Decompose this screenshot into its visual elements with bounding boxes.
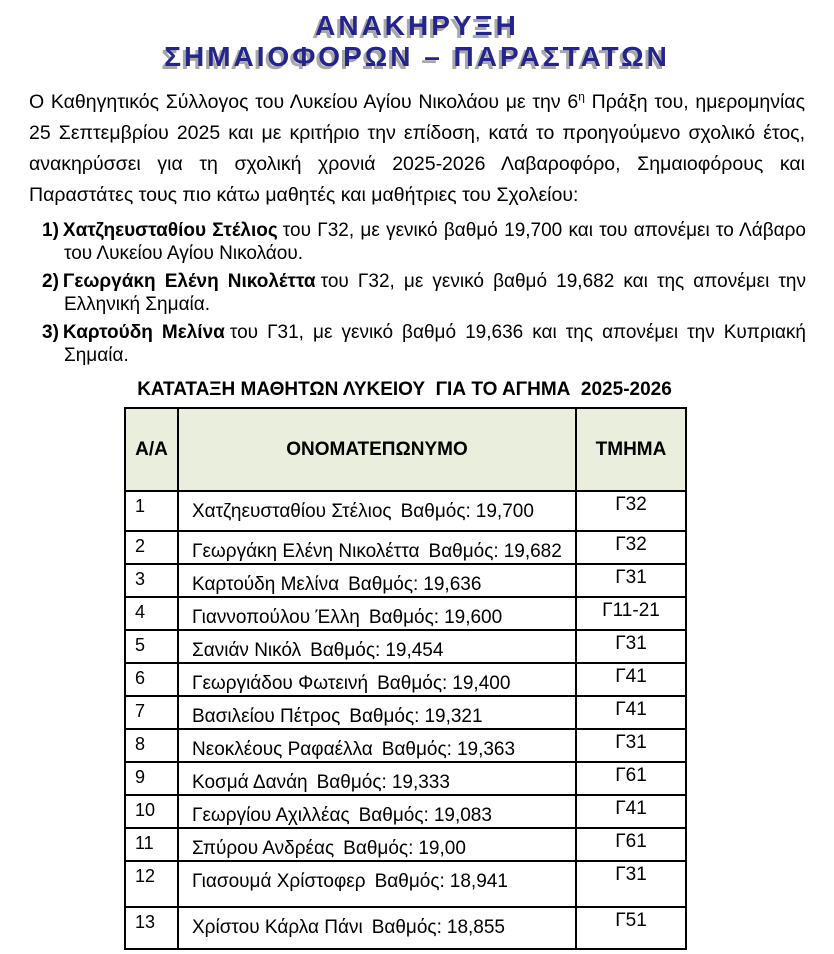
honoree-item-3 bbox=[42, 321, 806, 367]
ranking-table-body bbox=[125, 491, 686, 949]
table-row bbox=[125, 531, 686, 564]
student-cell bbox=[178, 696, 576, 729]
intro-paragraph bbox=[29, 87, 805, 211]
class-section-cell: Γ31 bbox=[576, 729, 686, 762]
table-row bbox=[125, 564, 686, 597]
class-section-cell: Γ11-21 bbox=[576, 597, 686, 630]
grade-label: Βαθμός: bbox=[377, 673, 448, 694]
row-number-cell: 2 bbox=[125, 531, 178, 564]
table-row bbox=[125, 861, 686, 907]
grade-label: Βαθμός: bbox=[428, 541, 499, 562]
grade-value: 19,00 bbox=[418, 838, 466, 859]
document-page bbox=[0, 10, 834, 950]
student-name: Γιασουμά Χρίστοφερ bbox=[192, 871, 366, 892]
honoree-name: Χατζηευσταθίου Στέλιος bbox=[62, 220, 278, 241]
student-name: Βασιλείου Πέτρος bbox=[192, 706, 341, 727]
title-line-1: ΑΝΑΚΗΡΥΞΗ bbox=[315, 10, 519, 41]
row-number-cell: 13 bbox=[125, 907, 178, 949]
student-name: Σανιάν Νικόλ bbox=[192, 640, 302, 661]
row-number-cell: 10 bbox=[125, 795, 178, 828]
student-cell bbox=[178, 795, 576, 828]
class-section-cell: Γ41 bbox=[576, 795, 686, 828]
table-row bbox=[125, 663, 686, 696]
honoree-number: 3) bbox=[42, 322, 59, 343]
grade-value: 19,321 bbox=[424, 706, 483, 727]
row-number-cell: 9 bbox=[125, 762, 178, 795]
student-cell bbox=[178, 861, 576, 907]
student-name: Γεωργίου Αχιλλέας bbox=[192, 805, 350, 826]
row-number-cell: 8 bbox=[125, 729, 178, 762]
grade-label: Βαθμός: bbox=[371, 917, 442, 938]
grade-label: Βαθμός: bbox=[381, 739, 452, 760]
student-cell bbox=[178, 828, 576, 861]
grade-value: 19,700 bbox=[475, 501, 534, 522]
grade-value: 19,600 bbox=[444, 607, 503, 628]
honoree-description: του Γ31, με γενικό βαθμό 19,636 και της απονέμει την Κυπριακή Σημαία. bbox=[64, 322, 806, 366]
student-cell bbox=[178, 762, 576, 795]
grade-label: Βαθμός: bbox=[343, 838, 414, 859]
table-row bbox=[125, 795, 686, 828]
grade-value: 19,363 bbox=[456, 739, 516, 760]
grade-label: Βαθμός: bbox=[358, 805, 429, 826]
class-section-cell: Γ41 bbox=[576, 696, 686, 729]
student-name: Γεωργιάδου Φωτεινή bbox=[192, 673, 369, 694]
row-number-cell: 1 bbox=[125, 491, 178, 531]
honorees-list bbox=[42, 219, 806, 367]
table-row bbox=[125, 491, 686, 531]
grade-value: 19,083 bbox=[433, 805, 492, 826]
table-row bbox=[125, 597, 686, 630]
class-section-cell: Γ31 bbox=[576, 564, 686, 597]
student-cell bbox=[178, 491, 576, 531]
row-number-cell: 5 bbox=[125, 630, 178, 663]
grade-value: 19,333 bbox=[391, 772, 450, 793]
grade-value: 19,682 bbox=[503, 541, 562, 562]
intro-text-before-sup: Ο Καθηγητικός Σύλλογος του Λυκείου Αγίου Νικολάου με την 6 bbox=[29, 91, 579, 113]
grade-label: Βαθμός: bbox=[316, 772, 387, 793]
honoree-item-1 bbox=[42, 219, 806, 265]
class-section-cell: Γ61 bbox=[576, 828, 686, 861]
row-number-cell: 4 bbox=[125, 597, 178, 630]
table-row bbox=[125, 828, 686, 861]
class-section-cell: Γ31 bbox=[576, 630, 686, 663]
student-name: Σπύρου Ανδρέας bbox=[192, 838, 335, 859]
grade-value: 18,855 bbox=[446, 917, 505, 938]
class-section-cell: Γ41 bbox=[576, 663, 686, 696]
honoree-number: 2) bbox=[42, 271, 59, 292]
grade-value: 19,400 bbox=[452, 673, 511, 694]
class-section-cell: Γ51 bbox=[576, 907, 686, 949]
student-name: Κοσμά Δανάη bbox=[192, 772, 308, 793]
student-name: Χρίστου Κάρλα Πάνι bbox=[192, 917, 363, 938]
title-line-2: ΣΗΜΑΙΟΦΟΡΩΝ – ΠΑΡΑΣΤΑΤΩΝ bbox=[164, 41, 670, 72]
student-cell bbox=[178, 630, 576, 663]
student-cell bbox=[178, 907, 576, 949]
student-name: Χατζηευσταθίου Στέλιος bbox=[192, 501, 392, 522]
table-header-row bbox=[125, 408, 686, 491]
student-cell bbox=[178, 564, 576, 597]
honoree-description: του Γ32, με γενικό βαθμό 19,700 και του απονέμει το Λάβαρο του Λυκείου Αγίου Νικολάου. bbox=[64, 220, 806, 264]
document-title bbox=[0, 10, 834, 72]
row-number-cell: 12 bbox=[125, 861, 178, 907]
honoree-name: Γεωργάκη Ελένη Νικολέττα bbox=[62, 271, 316, 292]
student-cell bbox=[178, 729, 576, 762]
grade-label: Βαθμός: bbox=[400, 501, 471, 522]
ordinal-superscript: η bbox=[578, 89, 585, 104]
grade-value: 18,941 bbox=[449, 871, 508, 892]
honoree-number: 1) bbox=[42, 220, 59, 241]
grade-label: Βαθμός: bbox=[348, 574, 419, 595]
class-section-cell: Γ32 bbox=[576, 491, 686, 531]
honoree-description: του Γ32, με γενικό βαθμό 19,682 και της απονέμει την Ελληνική Σημαία. bbox=[64, 271, 806, 315]
class-section-cell: Γ61 bbox=[576, 762, 686, 795]
header-cell-onomateponymo: ΟΝΟΜΑΤΕΠΩΝΥΜΟ bbox=[178, 408, 576, 491]
honoree-name: Καρτούδη Μελίνα bbox=[62, 322, 225, 343]
class-section-cell: Γ32 bbox=[576, 531, 686, 564]
student-cell bbox=[178, 531, 576, 564]
grade-label: Βαθμός: bbox=[310, 640, 381, 661]
student-name: Καρτούδη Μελίνα bbox=[192, 574, 340, 595]
row-number-cell: 3 bbox=[125, 564, 178, 597]
header-cell-tmima: ΤΜΗΜΑ bbox=[576, 408, 686, 491]
grade-value: 19,454 bbox=[385, 640, 444, 661]
intro-text-after-sup: Πράξη του, ημερομηνίας 25 Σεπτεμβρίου 2025 και με κριτήριο την επίδοση, κατά το προηγούμενο σχολικό έτος, ανακηρύσσει για τη σχολική χρονιά 2025-2026 Λαβαροφόρο, Σημαιοφόρους και Παραστάτες τους πιο κάτω μαθητές και μαθήτριες του Σχολείου: bbox=[29, 91, 805, 206]
student-name: Γιαννοπούλου Έλλη bbox=[192, 607, 360, 628]
table-row bbox=[125, 729, 686, 762]
honoree-item-2 bbox=[42, 270, 806, 316]
student-cell bbox=[178, 597, 576, 630]
ranking-table bbox=[124, 407, 687, 950]
table-title: ΚΑΤΑΤΑΞΗ ΜΑΘΗΤΩΝ ΛΥΚΕΙΟΥ ΓΙΑ ΤΟ ΑΓΗΜΑ 2025-2026 bbox=[137, 379, 672, 400]
student-name: Νεοκλέους Ραφαέλλα bbox=[192, 739, 373, 760]
table-row bbox=[125, 696, 686, 729]
grade-value: 19,636 bbox=[423, 574, 482, 595]
student-cell bbox=[178, 663, 576, 696]
table-row bbox=[125, 762, 686, 795]
grade-label: Βαθμός: bbox=[368, 607, 440, 628]
class-section-cell: Γ31 bbox=[576, 861, 686, 907]
row-number-cell: 7 bbox=[125, 696, 178, 729]
student-name: Γεωργάκη Ελένη Νικολέττα bbox=[192, 541, 420, 562]
row-number-cell: 11 bbox=[125, 828, 178, 861]
grade-label: Βαθμός: bbox=[374, 871, 445, 892]
row-number-cell: 6 bbox=[125, 663, 178, 696]
grade-label: Βαθμός: bbox=[349, 706, 420, 727]
header-cell-aa: Α/Α bbox=[125, 408, 178, 491]
table-row bbox=[125, 630, 686, 663]
table-row bbox=[125, 907, 686, 949]
